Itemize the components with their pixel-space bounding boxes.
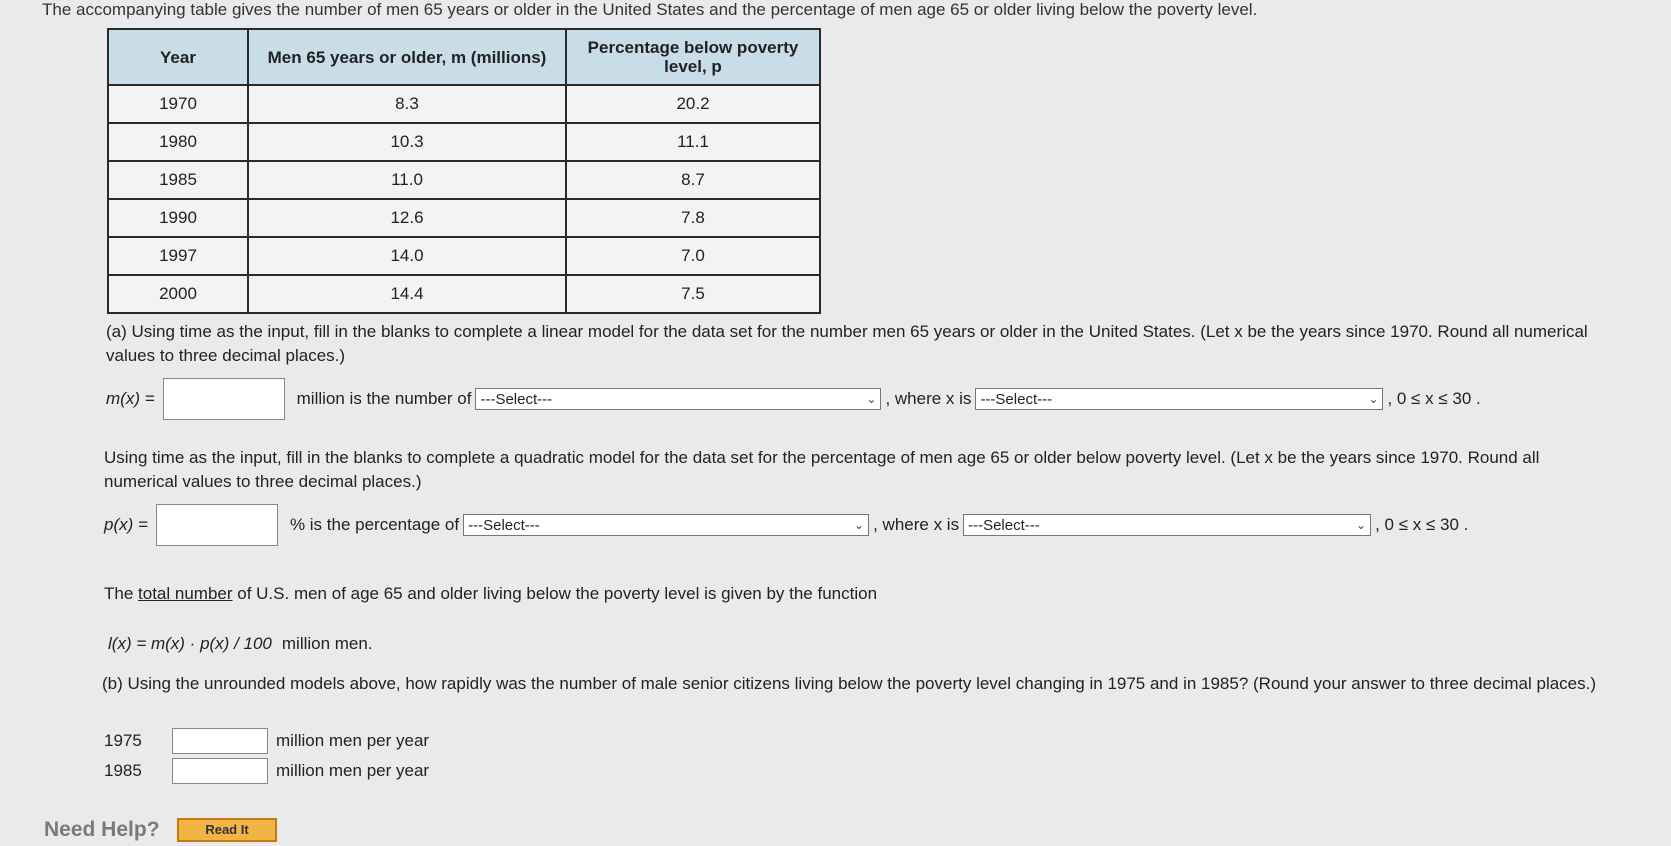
cell-year: 1970	[108, 85, 248, 123]
rate-row-1975	[104, 728, 429, 754]
m-domain-text: , 0 ≤ x ≤ 30 .	[1387, 389, 1481, 408]
cell-year: 1990	[108, 199, 248, 237]
header-poverty: Percentage below poverty level, p	[566, 29, 820, 85]
m-answer-input[interactable]	[163, 378, 285, 420]
cell-year: 1980	[108, 123, 248, 161]
total-number-link[interactable]: total number	[138, 584, 233, 603]
table-row	[108, 199, 820, 237]
m-where-text: , where x is	[885, 389, 972, 408]
rate-row-1985	[104, 758, 429, 784]
total-formula-after: million men.	[281, 634, 373, 653]
p-domain-text: , 0 ≤ x ≤ 30 .	[1375, 515, 1469, 534]
p-where-text: , where x is	[873, 515, 960, 534]
cell-men: 11.0	[248, 161, 566, 199]
table-row	[108, 161, 820, 199]
intro-text: The accompanying table gives the number of men 65 years or older in the United States and the percentage of men age 65 or older living below the poverty level.	[42, 0, 1258, 19]
cell-poverty: 7.8	[566, 199, 820, 237]
data-table	[107, 28, 821, 314]
rate-1975-input[interactable]	[172, 728, 268, 754]
total-pre: The	[104, 584, 139, 603]
part-b-instructions: (b) Using the unrounded models above, how rapidly was the number of male senior citizens living below the poverty level changing in 1975 and in 1985? (Round your answer to three decimal places.)	[102, 674, 1597, 693]
chevron-down-icon: ⌄	[854, 518, 865, 532]
chevron-down-icon: ⌄	[1356, 518, 1367, 532]
table-row	[108, 275, 820, 313]
total-formula-row	[108, 634, 373, 654]
need-help-label: Need Help?	[44, 818, 160, 841]
cell-men: 12.6	[248, 199, 566, 237]
table-row	[108, 237, 820, 275]
cell-poverty: 20.2	[566, 85, 820, 123]
p-x-select[interactable]	[963, 514, 1371, 536]
rate-1985-input[interactable]	[172, 758, 268, 784]
cell-poverty: 7.0	[566, 237, 820, 275]
cell-year: 1997	[108, 237, 248, 275]
m-x-select-value: ---Select---	[980, 390, 1053, 408]
p-after-text: % is the percentage of	[289, 515, 460, 534]
p-quantity-select-value: ---Select---	[468, 516, 540, 534]
p-label: p(x) =	[104, 515, 148, 534]
m-x-select[interactable]	[975, 388, 1383, 410]
rate-unit-1985: million men per year	[276, 761, 430, 780]
p-quantity-select[interactable]	[463, 514, 869, 536]
part-a-instructions: (a) Using time as the input, fill in the blanks to complete a linear model for the data set for the number men 65 years or older in the United States. (Let x be the years since 1970. Round all numerical values to three decimal places.)	[106, 322, 1588, 365]
m-after-text: million is the number of	[296, 389, 472, 408]
cell-men: 14.4	[248, 275, 566, 313]
total-description	[104, 582, 1504, 606]
cell-men: 14.0	[248, 237, 566, 275]
cell-poverty: 8.7	[566, 161, 820, 199]
cell-poverty: 11.1	[566, 123, 820, 161]
read-it-button[interactable]: Read It	[177, 818, 277, 842]
chevron-down-icon: ⌄	[866, 392, 877, 406]
rate-unit-1975: million men per year	[276, 731, 430, 750]
rate-year-1985: 1985	[104, 761, 142, 780]
cell-poverty: 7.5	[566, 275, 820, 313]
total-post: of U.S. men of age 65 and older living below the poverty level is given by the function	[232, 584, 878, 603]
chevron-down-icon: ⌄	[1368, 392, 1379, 406]
cell-men: 10.3	[248, 123, 566, 161]
cell-year: 2000	[108, 275, 248, 313]
quadratic-instructions: Using time as the input, fill in the blanks to complete a quadratic model for the data set for the percentage of men age 65 or older below poverty level. (Let x be the years since 1970. Round all numerical values to three decimal places.)	[104, 448, 1540, 491]
header-year: Year	[108, 29, 248, 85]
m-label: m(x) =	[106, 389, 155, 408]
total-formula: l(x) = m(x) · p(x) / 100	[108, 634, 272, 653]
table-row	[108, 123, 820, 161]
p-answer-input[interactable]	[156, 504, 278, 546]
cell-men: 8.3	[248, 85, 566, 123]
linear-model-row	[106, 378, 1481, 420]
m-quantity-select[interactable]	[475, 388, 881, 410]
table-row	[108, 85, 820, 123]
cell-year: 1985	[108, 161, 248, 199]
rate-year-1975: 1975	[104, 731, 142, 750]
m-quantity-select-value: ---Select---	[480, 390, 553, 408]
table-header-row	[108, 29, 820, 85]
quadratic-model-row	[104, 504, 1468, 546]
header-men: Men 65 years or older, m (millions)	[248, 29, 566, 85]
p-x-select-value: ---Select---	[968, 516, 1040, 534]
